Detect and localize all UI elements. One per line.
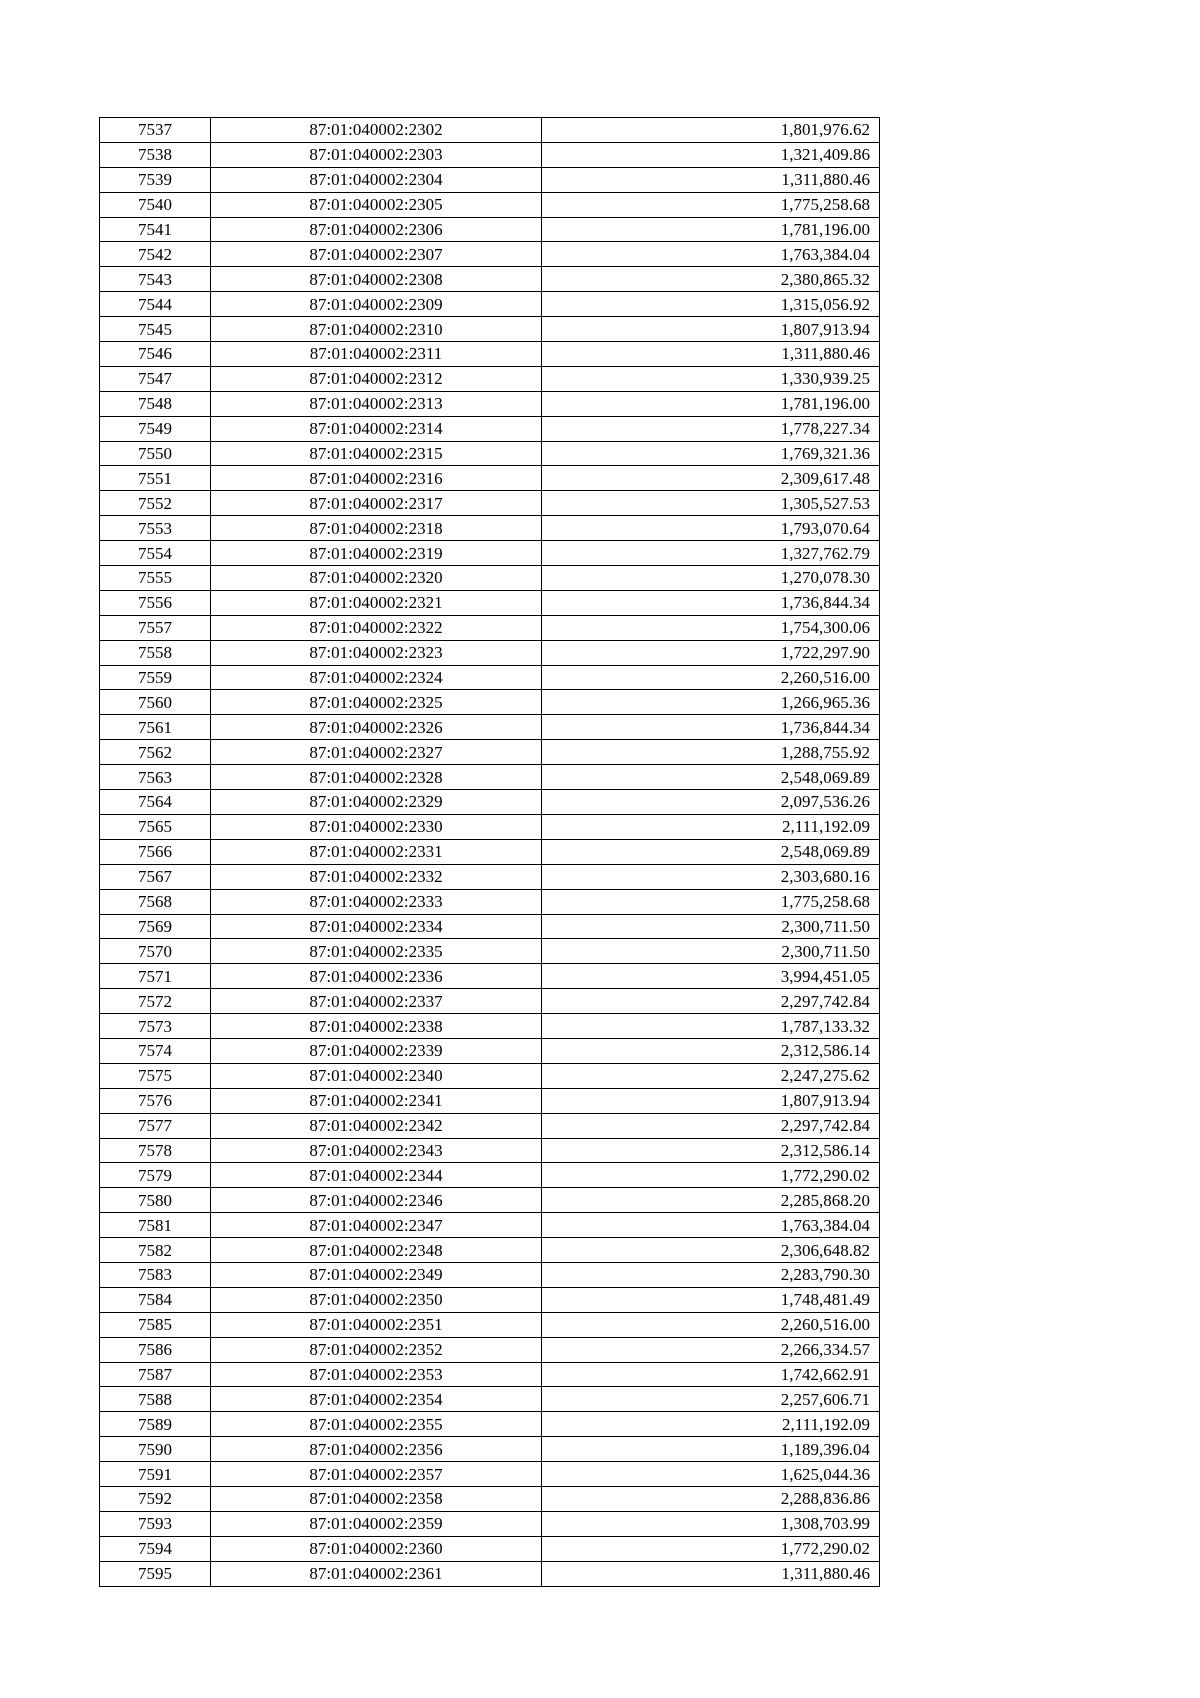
row-number-cell: 7553 [100,516,211,541]
row-number-cell: 7578 [100,1138,211,1163]
cadastral-number-cell: 87:01:040002:2354 [211,1387,542,1412]
table-row [100,1312,880,1337]
table-row [100,317,880,342]
table-row [100,267,880,292]
cadastral-number-cell: 87:01:040002:2320 [211,566,542,591]
cadastral-value-cell: 2,312,586.14 [542,1038,880,1063]
table-body [100,118,880,1587]
table-row [100,192,880,217]
cadastral-number-cell: 87:01:040002:2312 [211,366,542,391]
row-number-cell: 7549 [100,416,211,441]
cadastral-number-cell: 87:01:040002:2334 [211,914,542,939]
cadastral-number-cell: 87:01:040002:2352 [211,1337,542,1362]
cadastral-number-cell: 87:01:040002:2356 [211,1437,542,1462]
row-number-cell: 7585 [100,1312,211,1337]
cadastral-value-cell: 1,763,384.04 [542,1213,880,1238]
cadastral-value-cell: 1,807,913.94 [542,1088,880,1113]
row-number-cell: 7580 [100,1188,211,1213]
cadastral-value-cell: 3,994,451.05 [542,964,880,989]
row-number-cell: 7541 [100,217,211,242]
row-number-cell: 7543 [100,267,211,292]
cadastral-number-cell: 87:01:040002:2342 [211,1113,542,1138]
cadastral-number-cell: 87:01:040002:2313 [211,391,542,416]
cadastral-number-cell: 87:01:040002:2341 [211,1088,542,1113]
table-row [100,416,880,441]
cadastral-number-cell: 87:01:040002:2309 [211,292,542,317]
cadastral-value-cell: 1,330,939.25 [542,366,880,391]
cadastral-value-cell: 2,303,680.16 [542,864,880,889]
row-number-cell: 7557 [100,615,211,640]
cadastral-number-cell: 87:01:040002:2314 [211,416,542,441]
cadastral-value-cell: 1,781,196.00 [542,217,880,242]
table-row [100,814,880,839]
table-row [100,1511,880,1536]
cadastral-value-cell: 2,266,334.57 [542,1337,880,1362]
table-row [100,242,880,267]
table-row [100,1437,880,1462]
cadastral-value-cell: 1,308,703.99 [542,1511,880,1536]
cadastral-value-cell: 1,763,384.04 [542,242,880,267]
table-row [100,864,880,889]
row-number-cell: 7574 [100,1038,211,1063]
cadastral-value-cell: 2,548,069.89 [542,765,880,790]
cadastral-number-cell: 87:01:040002:2323 [211,640,542,665]
row-number-cell: 7570 [100,939,211,964]
row-number-cell: 7575 [100,1063,211,1088]
cadastral-value-cell: 1,270,078.30 [542,566,880,591]
cadastral-number-cell: 87:01:040002:2348 [211,1238,542,1263]
cadastral-number-cell: 87:01:040002:2355 [211,1412,542,1437]
cadastral-value-cell: 1,321,409.86 [542,142,880,167]
table-row [100,839,880,864]
row-number-cell: 7554 [100,541,211,566]
table-row [100,1287,880,1312]
cadastral-value-cell: 1,775,258.68 [542,889,880,914]
cadastral-value-cell: 2,260,516.00 [542,1312,880,1337]
cadastral-value-cell: 1,778,227.34 [542,416,880,441]
table-row [100,590,880,615]
cadastral-value-cell: 2,097,536.26 [542,790,880,815]
row-number-cell: 7562 [100,740,211,765]
row-number-cell: 7594 [100,1536,211,1561]
table-row [100,1486,880,1511]
cadastral-number-cell: 87:01:040002:2322 [211,615,542,640]
table-row [100,366,880,391]
table-row [100,391,880,416]
table-row [100,1113,880,1138]
row-number-cell: 7588 [100,1387,211,1412]
cadastral-number-cell: 87:01:040002:2337 [211,989,542,1014]
cadastral-value-cell: 1,754,300.06 [542,615,880,640]
row-number-cell: 7555 [100,566,211,591]
row-number-cell: 7589 [100,1412,211,1437]
cadastral-value-cell: 1,736,844.34 [542,715,880,740]
row-number-cell: 7559 [100,665,211,690]
row-number-cell: 7571 [100,964,211,989]
table-row [100,1462,880,1487]
row-number-cell: 7547 [100,366,211,391]
table-row [100,566,880,591]
cadastral-number-cell: 87:01:040002:2317 [211,491,542,516]
cadastral-value-cell: 1,775,258.68 [542,192,880,217]
table-row [100,1038,880,1063]
cadastral-value-cell: 1,772,290.02 [542,1536,880,1561]
cadastral-value-cell: 1,781,196.00 [542,391,880,416]
cadastral-value-cell: 1,801,976.62 [542,118,880,143]
cadastral-number-cell: 87:01:040002:2321 [211,590,542,615]
cadastral-number-cell: 87:01:040002:2339 [211,1038,542,1063]
cadastral-number-cell: 87:01:040002:2302 [211,118,542,143]
cadastral-number-cell: 87:01:040002:2349 [211,1262,542,1287]
cadastral-number-cell: 87:01:040002:2325 [211,690,542,715]
table-row [100,1063,880,1088]
cadastral-number-cell: 87:01:040002:2351 [211,1312,542,1337]
cadastral-number-cell: 87:01:040002:2311 [211,342,542,367]
cadastral-value-cell: 1,807,913.94 [542,317,880,342]
cadastral-value-cell: 2,380,865.32 [542,267,880,292]
cadastral-number-cell: 87:01:040002:2310 [211,317,542,342]
row-number-cell: 7540 [100,192,211,217]
cadastral-value-cell: 2,111,192.09 [542,814,880,839]
row-number-cell: 7556 [100,590,211,615]
cadastral-value-cell: 2,111,192.09 [542,1412,880,1437]
table-row [100,1213,880,1238]
row-number-cell: 7560 [100,690,211,715]
table-row [100,491,880,516]
cadastral-value-cell: 2,300,711.50 [542,939,880,964]
table-row [100,342,880,367]
cadastral-value-cell: 2,312,586.14 [542,1138,880,1163]
cadastral-value-cell: 1,748,481.49 [542,1287,880,1312]
row-number-cell: 7572 [100,989,211,1014]
table-row [100,615,880,640]
row-number-cell: 7545 [100,317,211,342]
cadastral-number-cell: 87:01:040002:2307 [211,242,542,267]
cadastral-number-cell: 87:01:040002:2347 [211,1213,542,1238]
cadastral-number-cell: 87:01:040002:2316 [211,466,542,491]
row-number-cell: 7584 [100,1287,211,1312]
table-row [100,1561,880,1586]
row-number-cell: 7552 [100,491,211,516]
cadastral-value-cell: 2,309,617.48 [542,466,880,491]
row-number-cell: 7591 [100,1462,211,1487]
cadastral-number-cell: 87:01:040002:2331 [211,839,542,864]
cadastral-value-cell: 2,288,836.86 [542,1486,880,1511]
table-row [100,640,880,665]
row-number-cell: 7587 [100,1362,211,1387]
cadastral-value-cell: 1,315,056.92 [542,292,880,317]
row-number-cell: 7538 [100,142,211,167]
table-row [100,1536,880,1561]
row-number-cell: 7567 [100,864,211,889]
row-number-cell: 7546 [100,342,211,367]
cadastral-number-cell: 87:01:040002:2303 [211,142,542,167]
cadastral-number-cell: 87:01:040002:2338 [211,1014,542,1039]
table-row [100,466,880,491]
row-number-cell: 7586 [100,1337,211,1362]
row-number-cell: 7544 [100,292,211,317]
table-row [100,740,880,765]
row-number-cell: 7579 [100,1163,211,1188]
cadastral-value-cell: 2,306,648.82 [542,1238,880,1263]
cadastral-value-cell: 1,288,755.92 [542,740,880,765]
table-row [100,1412,880,1437]
table-row [100,167,880,192]
cadastral-number-cell: 87:01:040002:2359 [211,1511,542,1536]
cadastral-value-table [99,117,880,1587]
cadastral-number-cell: 87:01:040002:2328 [211,765,542,790]
table-row [100,1387,880,1412]
row-number-cell: 7548 [100,391,211,416]
cadastral-value-cell: 1,625,044.36 [542,1462,880,1487]
row-number-cell: 7558 [100,640,211,665]
cadastral-value-cell: 1,327,762.79 [542,541,880,566]
cadastral-value-cell: 1,769,321.36 [542,441,880,466]
table-row [100,989,880,1014]
row-number-cell: 7564 [100,790,211,815]
cadastral-value-cell: 2,297,742.84 [542,989,880,1014]
row-number-cell: 7583 [100,1262,211,1287]
row-number-cell: 7573 [100,1014,211,1039]
row-number-cell: 7576 [100,1088,211,1113]
cadastral-value-cell: 2,260,516.00 [542,665,880,690]
row-number-cell: 7551 [100,466,211,491]
cadastral-value-cell: 2,257,606.71 [542,1387,880,1412]
cadastral-number-cell: 87:01:040002:2308 [211,267,542,292]
table-row [100,118,880,143]
cadastral-value-cell: 1,311,880.46 [542,342,880,367]
cadastral-value-cell: 2,297,742.84 [542,1113,880,1138]
cadastral-number-cell: 87:01:040002:2350 [211,1287,542,1312]
cadastral-value-cell: 2,548,069.89 [542,839,880,864]
cadastral-value-cell: 1,787,133.32 [542,1014,880,1039]
cadastral-value-cell: 1,793,070.64 [542,516,880,541]
row-number-cell: 7539 [100,167,211,192]
table-row [100,939,880,964]
cadastral-number-cell: 87:01:040002:2340 [211,1063,542,1088]
cadastral-number-cell: 87:01:040002:2327 [211,740,542,765]
row-number-cell: 7561 [100,715,211,740]
table-row [100,790,880,815]
row-number-cell: 7593 [100,1511,211,1536]
table-row [100,765,880,790]
table-row [100,690,880,715]
cadastral-number-cell: 87:01:040002:2346 [211,1188,542,1213]
cadastral-value-cell: 1,266,965.36 [542,690,880,715]
cadastral-value-cell: 2,300,711.50 [542,914,880,939]
cadastral-number-cell: 87:01:040002:2353 [211,1362,542,1387]
cadastral-number-cell: 87:01:040002:2315 [211,441,542,466]
cadastral-number-cell: 87:01:040002:2326 [211,715,542,740]
table-row [100,1163,880,1188]
cadastral-number-cell: 87:01:040002:2329 [211,790,542,815]
cadastral-value-cell: 2,247,275.62 [542,1063,880,1088]
cadastral-number-cell: 87:01:040002:2343 [211,1138,542,1163]
table-row [100,1014,880,1039]
row-number-cell: 7577 [100,1113,211,1138]
table-row [100,964,880,989]
cadastral-value-cell: 1,736,844.34 [542,590,880,615]
row-number-cell: 7568 [100,889,211,914]
table-row [100,1337,880,1362]
table-row [100,1238,880,1263]
cadastral-value-cell: 1,742,662.91 [542,1362,880,1387]
row-number-cell: 7592 [100,1486,211,1511]
row-number-cell: 7566 [100,839,211,864]
row-number-cell: 7550 [100,441,211,466]
cadastral-value-cell: 2,283,790.30 [542,1262,880,1287]
table-row [100,292,880,317]
table-row [100,889,880,914]
cadastral-number-cell: 87:01:040002:2360 [211,1536,542,1561]
table-row [100,1188,880,1213]
row-number-cell: 7582 [100,1238,211,1263]
table-row [100,516,880,541]
cadastral-value-cell: 1,772,290.02 [542,1163,880,1188]
table-row [100,541,880,566]
cadastral-number-cell: 87:01:040002:2330 [211,814,542,839]
cadastral-number-cell: 87:01:040002:2319 [211,541,542,566]
cadastral-number-cell: 87:01:040002:2306 [211,217,542,242]
cadastral-number-cell: 87:01:040002:2358 [211,1486,542,1511]
cadastral-number-cell: 87:01:040002:2333 [211,889,542,914]
cadastral-number-cell: 87:01:040002:2332 [211,864,542,889]
table-row [100,142,880,167]
table-row [100,1138,880,1163]
row-number-cell: 7537 [100,118,211,143]
row-number-cell: 7590 [100,1437,211,1462]
table-row [100,1262,880,1287]
cadastral-number-cell: 87:01:040002:2305 [211,192,542,217]
cadastral-number-cell: 87:01:040002:2344 [211,1163,542,1188]
cadastral-number-cell: 87:01:040002:2324 [211,665,542,690]
cadastral-value-cell: 1,722,297.90 [542,640,880,665]
cadastral-number-cell: 87:01:040002:2318 [211,516,542,541]
cadastral-value-cell: 1,189,396.04 [542,1437,880,1462]
table-row [100,441,880,466]
row-number-cell: 7563 [100,765,211,790]
cadastral-number-cell: 87:01:040002:2361 [211,1561,542,1586]
cadastral-value-cell: 1,311,880.46 [542,167,880,192]
cadastral-number-cell: 87:01:040002:2335 [211,939,542,964]
cadastral-value-cell: 2,285,868.20 [542,1188,880,1213]
cadastral-value-cell: 1,311,880.46 [542,1561,880,1586]
table-row [100,1088,880,1113]
table-row [100,914,880,939]
row-number-cell: 7569 [100,914,211,939]
row-number-cell: 7595 [100,1561,211,1586]
row-number-cell: 7581 [100,1213,211,1238]
row-number-cell: 7565 [100,814,211,839]
table-row [100,665,880,690]
row-number-cell: 7542 [100,242,211,267]
cadastral-value-cell: 1,305,527.53 [542,491,880,516]
cadastral-number-cell: 87:01:040002:2336 [211,964,542,989]
cadastral-number-cell: 87:01:040002:2304 [211,167,542,192]
cadastral-number-cell: 87:01:040002:2357 [211,1462,542,1487]
table-row [100,1362,880,1387]
table-row [100,715,880,740]
table-row [100,217,880,242]
